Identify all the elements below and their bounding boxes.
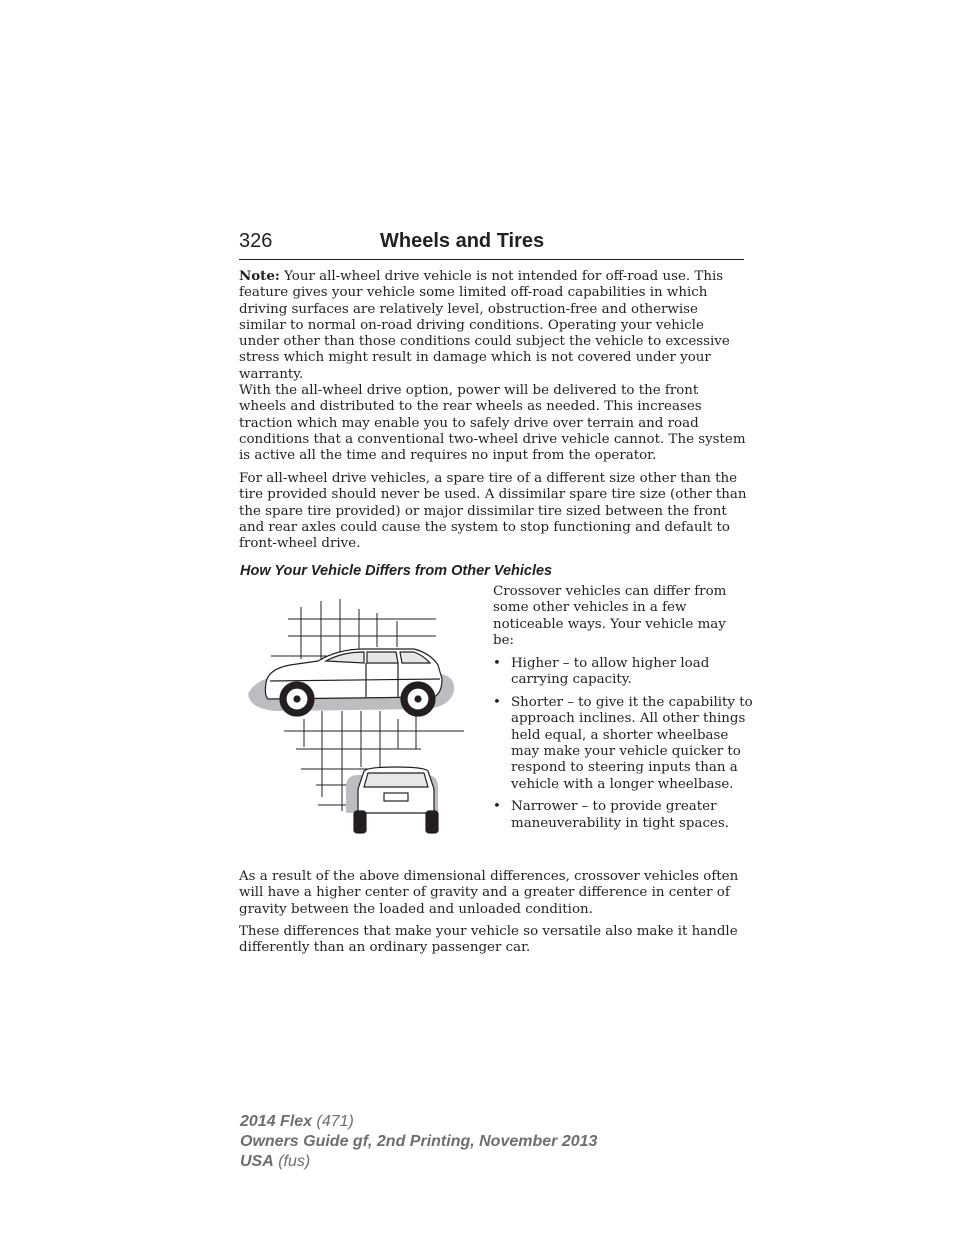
note-text: Your all-wheel drive vehicle is not intended for off-road use. This feature gives your vehicle some limited off-road capabilities in which driving surfaces are relatively level, obstruction-free and otherwise similar to normal on-road driving conditions. Operating your vehicle under other than those conditions could subject the vehicle to excessive stress which might result in damage which is not covered under your warranty. [239,269,730,382]
note-label: Note: [239,268,280,284]
page-number: 326 [239,230,273,252]
page-footer [240,1112,597,1172]
page-header [239,229,744,260]
footer-market-code: (fus) [273,1153,311,1170]
footer-market-line [240,1152,597,1172]
subheading: How Your Vehicle Differs from Other Vehicles [240,563,553,579]
footer-model-code: (471) [312,1113,354,1130]
awd-paragraph: With the all-wheel drive option, power will be delivered to the front wheels and distributed to the rear wheels as needed. This increases traction which may enable you to safely drive over terrain and road conditions that a conventional two-wheel drive vehicle cannot. The system is active all the time and requires no input from the operator. [239,383,746,464]
list-item-text: Narrower – to provide greater maneuverability in tight spaces. [511,799,729,831]
handling-paragraph: These differences that make your vehicle so versatile also make it handle differently than an ordinary passenger car. [239,924,738,956]
footer-model: 2014 Flex [240,1113,313,1130]
section-title: Wheels and Tires [380,230,545,252]
list-item-text: Higher – to allow higher load carrying capacity. [511,656,710,688]
differences-list [493,656,753,838]
list-item-text: Shorter – to give it the capability to approach inclines. All other things held equal, a shorter wheelbase may make your vehicle quicker to respond to steering inputs than a vehicle with a longer wheelbase. [511,695,753,792]
note-paragraph [239,268,747,383]
list-item [493,695,753,793]
center-of-gravity-paragraph: As a result of the above dimensional differences, crossover vehicles often will have a higher center of gravity and a greater difference in center of gravity between the loaded and unloaded condition. [239,869,739,917]
bullet-icon: • [493,695,501,711]
footer-guide-line: Owners Guide gf, 2nd Printing, November 2013 [240,1133,598,1150]
bullet-icon: • [493,656,501,671]
crossover-intro: Crossover vehicles can differ from some other vehicles in a few noticeable ways. Your vehicle may be: [493,584,727,648]
footer-model-line [240,1112,597,1132]
list-item [493,656,753,689]
footer-market: USA [240,1153,274,1170]
bullet-icon: • [493,799,501,815]
list-item [493,799,753,832]
rear-view-car [354,767,438,833]
vehicle-dimensions-illustration [246,599,466,837]
spare-tire-paragraph: For all-wheel drive vehicles, a spare tire of a different size other than the tire provided should never be used. A dissimilar spare tire size (other than the spare tire provided) or major dissimilar tire sized between the front and rear axles could cause the system to stop functioning and default to front-wheel drive. [239,471,747,552]
